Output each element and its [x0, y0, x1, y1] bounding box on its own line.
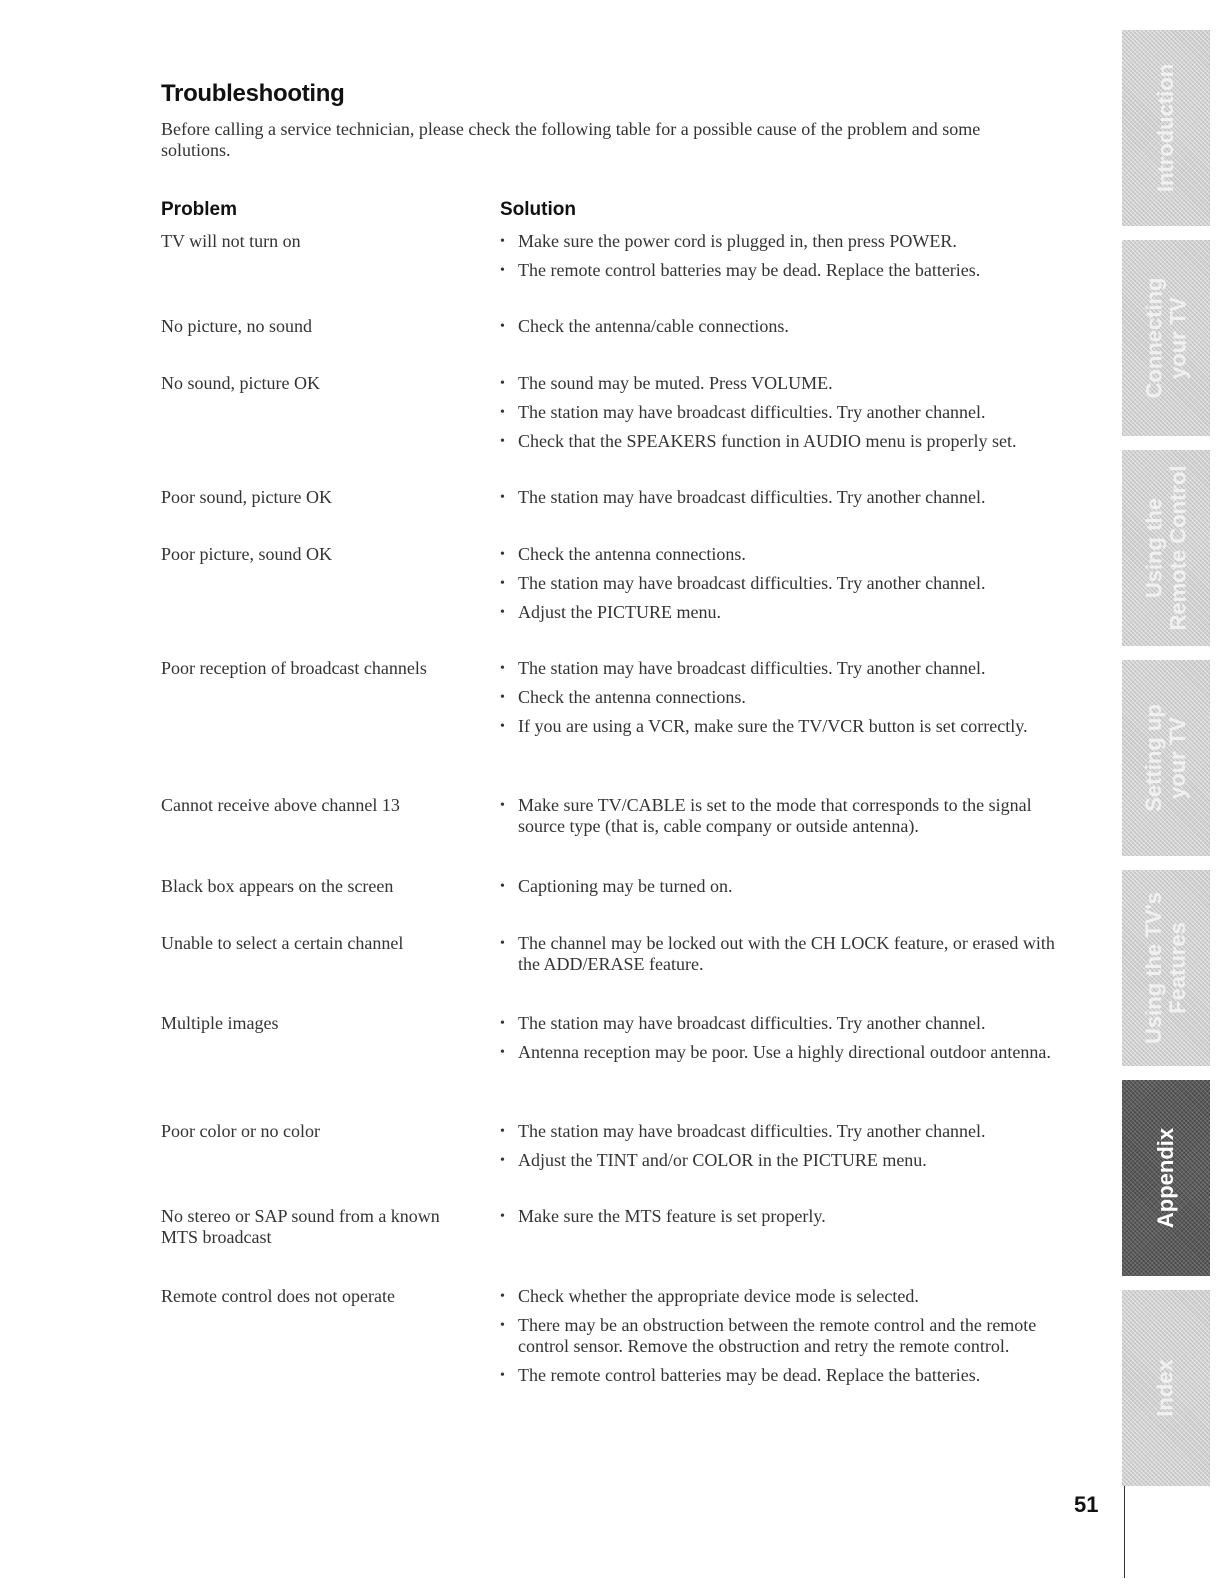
solution-item — [500, 933, 1080, 975]
bullet-icon: • — [500, 1016, 505, 1031]
bullet-icon: • — [500, 490, 505, 505]
problem-text: Multiple images — [161, 1013, 279, 1033]
solution-text: Make sure the power cord is plugged in, then press POWER. — [518, 231, 957, 251]
solution-text: If you are using a VCR, make sure the TV/VCR button is set correctly. — [518, 716, 1028, 736]
solution-item — [500, 716, 1080, 737]
solution-item — [500, 1121, 1080, 1142]
problem-text: TV will not turn on — [161, 231, 301, 251]
solution-text: Make sure the MTS feature is set properly. — [518, 1206, 826, 1226]
bullet-icon: • — [500, 1153, 505, 1168]
section-tab — [1122, 1290, 1210, 1486]
solution-item — [500, 658, 1080, 679]
section-tab-label: Using the Remote Control — [1141, 465, 1190, 631]
problem-text: Poor sound, picture OK — [161, 487, 332, 507]
solution-item — [500, 687, 1080, 708]
intro-text: Before calling a service technician, please check the following table for a possible cause of the problem and some solutions. — [161, 119, 981, 160]
solution-item — [500, 795, 1080, 837]
section-tab-label: Setting up your TV — [1141, 704, 1191, 812]
solution-item — [500, 1150, 1080, 1171]
solution-list — [500, 487, 1080, 516]
solution-item — [500, 487, 1080, 508]
solution-text: Adjust the PICTURE menu. — [518, 602, 721, 622]
section-tab-label: Introduction — [1153, 63, 1178, 193]
section-tabs — [1122, 30, 1210, 1486]
bullet-icon: • — [500, 547, 505, 562]
section-tab — [1122, 870, 1210, 1066]
bullet-icon: • — [500, 434, 505, 449]
solution-list — [500, 316, 1080, 345]
section-tab-label: Using the TV's Features — [1141, 892, 1191, 1044]
bullet-icon: • — [500, 661, 505, 676]
bullet-icon: • — [500, 1124, 505, 1139]
solution-text: Captioning may be turned on. — [518, 876, 733, 896]
bullet-icon: • — [500, 405, 505, 420]
bullet-icon: • — [500, 1289, 505, 1304]
solution-text: Check that the SPEAKERS function in AUDIO menu is properly set. — [518, 431, 1017, 451]
section-tab — [1122, 450, 1210, 646]
solution-item — [500, 1315, 1080, 1357]
solution-list — [500, 231, 1080, 289]
solution-list — [500, 658, 1080, 745]
solution-list — [500, 544, 1080, 631]
problem-text: No sound, picture OK — [161, 373, 320, 393]
page-number-divider — [1124, 1486, 1125, 1578]
solution-text: Adjust the TINT and/or COLOR in the PICTURE menu. — [518, 1150, 927, 1170]
solution-column-header: Solution — [500, 199, 576, 220]
solution-text: Make sure TV/CABLE is set to the mode that corresponds to the signal source type (that is, cable company or outside antenna). — [518, 795, 1032, 836]
solution-text: The station may have broadcast difficulties. Try another channel. — [518, 487, 986, 507]
bullet-icon: • — [500, 576, 505, 591]
problem-text: Remote control does not operate — [161, 1286, 395, 1306]
solution-item — [500, 316, 1080, 337]
solution-text: There may be an obstruction between the remote control and the remote control sensor. Remove the obstruction and retry the remote control. — [518, 1315, 1037, 1356]
solution-list — [500, 933, 1080, 983]
solution-item — [500, 402, 1080, 423]
solution-item — [500, 1365, 1080, 1386]
solution-text: The station may have broadcast difficulties. Try another channel. — [518, 573, 986, 593]
solution-text: Check the antenna/cable connections. — [518, 316, 789, 336]
bullet-icon: • — [500, 936, 505, 951]
bullet-icon: • — [500, 1318, 505, 1333]
solution-text: The station may have broadcast difficulties. Try another channel. — [518, 402, 986, 422]
solution-item — [500, 431, 1080, 452]
problem-text: Black box appears on the screen — [161, 876, 394, 896]
bullet-icon: • — [500, 263, 505, 278]
solution-list — [500, 1013, 1080, 1071]
problem-text: Unable to select a certain channel — [161, 933, 404, 953]
section-tab — [1122, 240, 1210, 436]
solution-text: Antenna reception may be poor. Use a highly directional outdoor antenna. — [518, 1042, 1051, 1062]
bullet-icon: • — [500, 376, 505, 391]
problem-text: Poor picture, sound OK — [161, 544, 332, 564]
bullet-icon: • — [500, 1045, 505, 1060]
solution-text: The remote control batteries may be dead. Replace the batteries. — [518, 1365, 981, 1385]
solution-item — [500, 544, 1080, 565]
solution-text: Check the antenna connections. — [518, 687, 746, 707]
section-tab-label: Connecting your TV — [1141, 277, 1190, 399]
solution-list — [500, 373, 1080, 460]
page-title: Troubleshooting — [161, 80, 345, 107]
bullet-icon: • — [500, 1209, 505, 1224]
bullet-icon: • — [500, 879, 505, 894]
bullet-icon: • — [500, 719, 505, 734]
section-tab — [1122, 1080, 1210, 1276]
section-tab-label: Appendix — [1153, 1127, 1179, 1229]
bullet-icon: • — [500, 798, 505, 813]
solution-text: Check the antenna connections. — [518, 544, 746, 564]
section-tab — [1122, 660, 1210, 856]
bullet-icon: • — [500, 1368, 505, 1383]
bullet-icon: • — [500, 605, 505, 620]
solution-list — [500, 1206, 1080, 1235]
solution-text: The sound may be muted. Press VOLUME. — [518, 373, 833, 393]
solution-item — [500, 602, 1080, 623]
solution-item — [500, 231, 1080, 252]
solution-text: The station may have broadcast difficulties. Try another channel. — [518, 658, 986, 678]
solution-item — [500, 1206, 1080, 1227]
solution-item — [500, 573, 1080, 594]
section-tab-label: Index — [1153, 1359, 1178, 1417]
section-tab — [1122, 30, 1210, 226]
problem-text: Poor reception of broadcast channels — [161, 658, 427, 678]
solution-text: The station may have broadcast difficulties. Try another channel. — [518, 1121, 986, 1141]
problem-text: No picture, no sound — [161, 316, 312, 336]
problem-column-header: Problem — [161, 199, 238, 220]
page-number: 51 — [1074, 1492, 1099, 1517]
problem-text: Poor color or no color — [161, 1121, 320, 1141]
solution-item — [500, 876, 1080, 897]
solution-text: The remote control batteries may be dead. Replace the batteries. — [518, 260, 981, 280]
bullet-icon: • — [500, 234, 505, 249]
solution-text: The channel may be locked out with the CH LOCK feature, or erased with the ADD/ERASE feature. — [518, 933, 1055, 974]
solution-list — [500, 1286, 1080, 1394]
solution-item — [500, 1013, 1080, 1034]
solution-item — [500, 1042, 1080, 1063]
problem-text: No stereo or SAP sound from a known MTS broadcast — [161, 1206, 440, 1247]
solution-list — [500, 1121, 1080, 1179]
solution-item — [500, 1286, 1080, 1307]
problem-text: Cannot receive above channel 13 — [161, 795, 400, 815]
solution-item — [500, 260, 1080, 281]
bullet-icon: • — [500, 319, 505, 334]
solution-text: The station may have broadcast difficulties. Try another channel. — [518, 1013, 986, 1033]
bullet-icon: • — [500, 690, 505, 705]
solution-item — [500, 373, 1080, 394]
solution-list — [500, 795, 1080, 845]
solution-list — [500, 876, 1080, 905]
solution-text: Check whether the appropriate device mode is selected. — [518, 1286, 919, 1306]
